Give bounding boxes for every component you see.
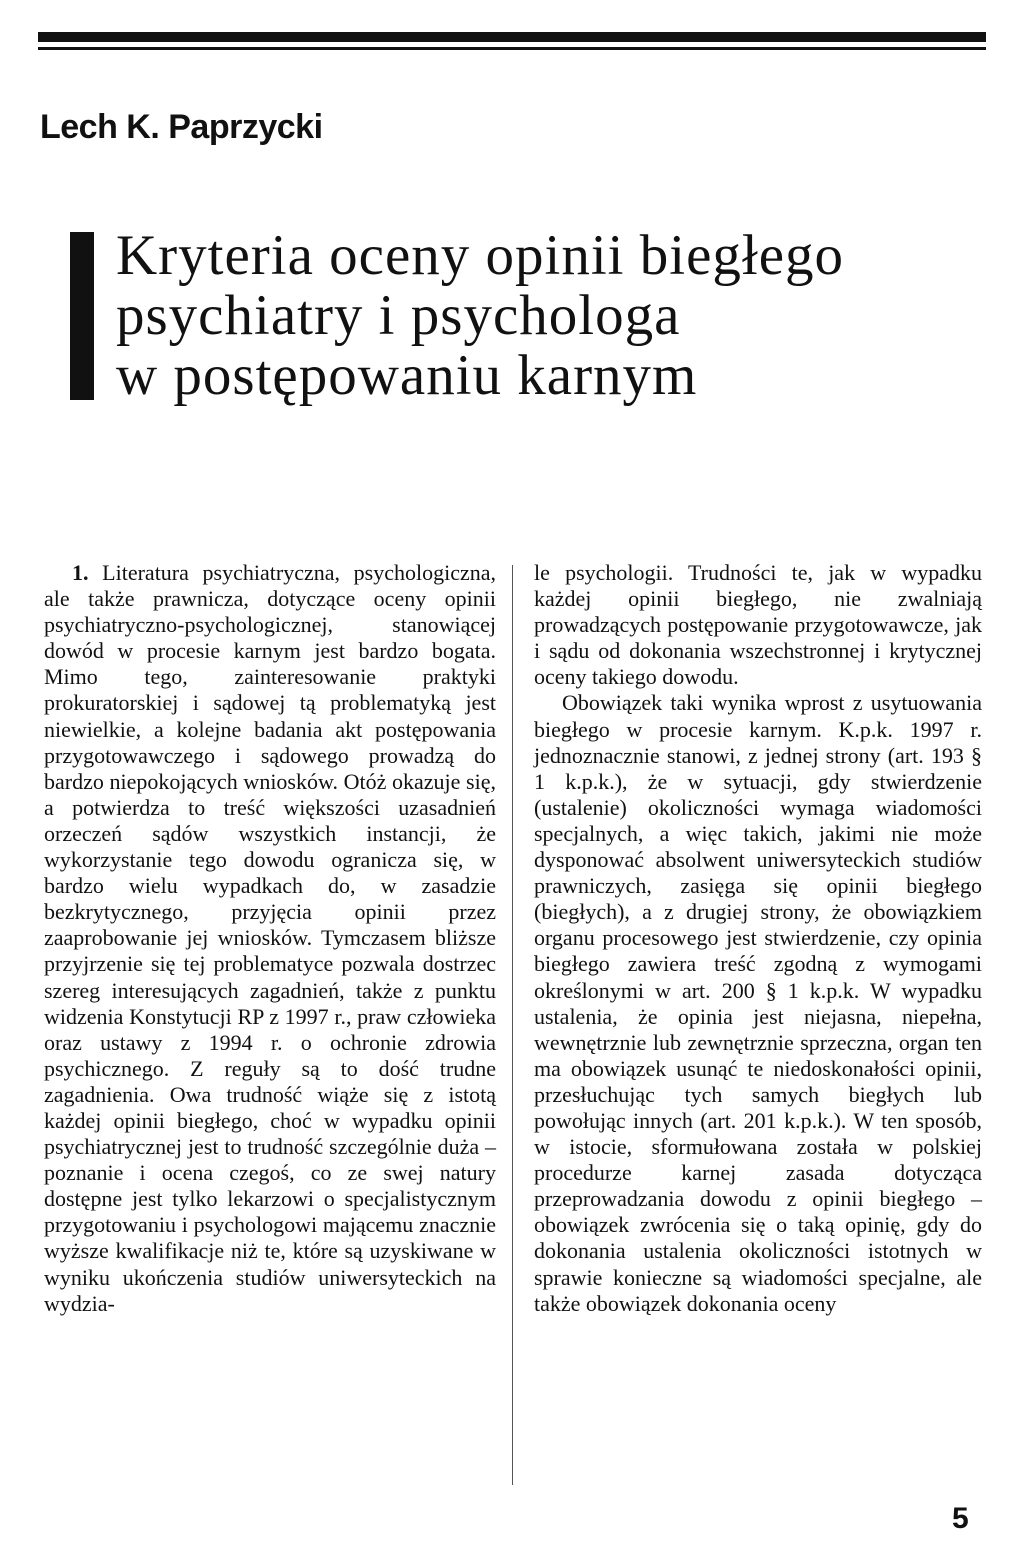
page-number: 5 [952,1502,969,1535]
title-line-3: w postępowaniu karnym [116,344,698,407]
paragraph-1-continuation: le psychologii. Trudności te, jak w wypadku każdej opinii biegłego, nie zwalniają prowadzących postępowanie przygotowawcze, jak i sądu od dokonania wszechstronnej i krytycznej oceny takiego dowodu. [534,560,982,690]
header-rule-thick [38,32,986,42]
article-title [116,226,844,406]
title-line-2: psychiatry i psychologa [116,284,681,347]
left-column [44,560,496,1317]
paragraph-1 [44,560,496,1317]
paragraph-1-text: Literatura psychiatryczna, psychologiczna, ale także prawnicza, dotyczące oceny opinii psychiatryczno-psychologicznej, stanowiącej dowód w procesie karnym jest bardzo bogata. Mimo tego, zainteresowanie praktyki prokuratorskiej i sądowej tą problematyką jest niewielkie, a kolejne badania akt postępowania przygotowawczego i sądowego prowadzą do bardzo niepokojących wniosków. Otóż okazuje się, a potwierdza to treść większości uzasadnień orzeczeń sądów wszystkich instancji, że wykorzystanie tego dowodu ogranicza się, w bardzo wielu wypadkach do, w zasadzie bezkrytycznego, przyjęcia opinii przez zaaprobowanie jej wniosków. Tymczasem bliższe przyjrzenie się tej problematyce pozwala dostrzec szereg interesujących zagadnień, także z punktu widzenia Konstytucji RP z 1997 r., praw człowieka oraz ustawy z 1994 r. o ochronie zdrowia psychicznego. Z reguły są to dość trudne zagadnienia. Owa trudność wiąże się z istotą każdej opinii biegłego, choć w wypadku opinii psychiatrycznej jest to trudność szczególnie duża – poznanie i ocena czegoś, co ze swej natury dostępne jest tylko lekarzowi o specjalistycznym przygotowaniu i psychologowi mającemu znacznie wyższe kwalifikacje niż te, które są uzyskiwane w wyniku ukończenia studiów uniwersyteckich na wydzia- [44,560,496,1316]
header-rule-thin [38,47,986,50]
section-number: 1. [72,560,89,585]
title-line-1: Kryteria oceny opinii biegłego [116,224,845,287]
right-column [534,560,982,1317]
paragraph-2: Obowiązek taki wynika wprost z usytuowania biegłego w procesie karnym. K.p.k. 1997 r. jednoznacznie stanowi, z jednej strony (art. 193 § 1 k.p.k.), że w sytuacji, gdy stwierdzenie (ustalenie) okoliczności wymaga wiadomości specjalnych, a więc takich, jakimi nie może dysponować absolwent uniwersyteckich studiów prawniczych, zasięga się opinii biegłego (biegłych), a z drugiej strony, że obowiązkiem organu procesowego jest stwierdzenie, czy opinia biegłego zawiera treść zgodną z wymogami określonymi w art. 200 § 1 k.p.k. W wypadku ustalenia, że opinia jest niejasna, niepełna, wewnętrznie lub zewnętrznie sprzeczna, organ ten ma obowiązek usunąć te niedoskonałości opinii, przesłuchując tych samych biegłych lub powołując innych (art. 201 k.p.k.). W ten sposób, w istocie, sformułowana została w polskiej procedurze karnej zasada dotycząca przeprowadzania dowodu z opinii biegłego – obowiązek zwrócenia się o taką opinię, gdy do dokonania ustalenia okoliczności istotnych w sprawie konieczne są wiadomości specjalne, ale także obowiązek dokonania oceny [534,690,982,1316]
column-divider [512,565,513,1485]
title-accent-bar [70,232,94,400]
author-name: Lech K. Paprzycki [40,108,323,146]
